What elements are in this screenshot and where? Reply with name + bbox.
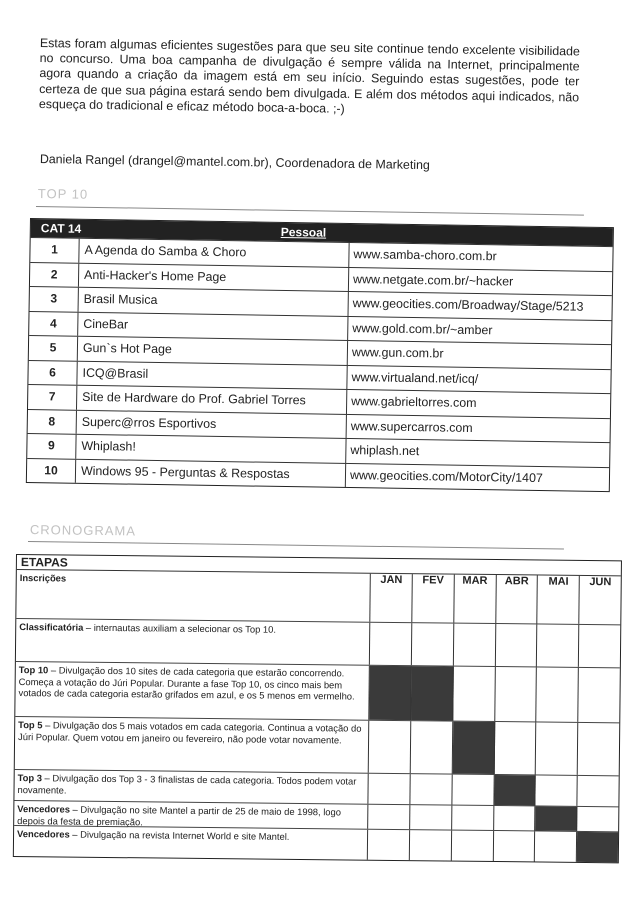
etapa-description xyxy=(15,717,370,773)
site-name-cell: Windows 95 - Perguntas & Respostas xyxy=(76,459,346,487)
month-cell xyxy=(578,776,619,806)
etapa-description xyxy=(15,662,370,720)
month-cell xyxy=(578,723,619,775)
month-label: FEV xyxy=(422,574,444,587)
cronograma-row xyxy=(16,618,620,667)
month-cell xyxy=(535,831,577,861)
etapa-title: Vencedores xyxy=(17,828,70,840)
site-url-cell: www.virtualand.net/icq/ xyxy=(351,369,479,386)
month-cell xyxy=(368,830,410,860)
category-name: Pessoal xyxy=(280,224,327,240)
month-cell xyxy=(412,623,454,665)
month-cell xyxy=(494,806,536,830)
etapa-description xyxy=(14,826,369,860)
rank-cell: 4 xyxy=(29,312,78,336)
intro-paragraph: Estas foram algumas eficientes sugestões para que seu site continue tendo excelente visibilidade no concurso. Uma boa campanha de divulgação é sempre válida na Internet, principalmente agora quando a criação da imagem está em seu início. Seguindo estas sugestões, pode ter certeza de que sua página estará sendo bem divulgada. E além dos métodos aqui indicados, não esqueça do tradicional e eficaz método boca-a-boca. ;-) xyxy=(38,36,580,116)
month-cell xyxy=(494,722,536,774)
month-label: JAN xyxy=(380,573,403,587)
etapa-title: Top 5 xyxy=(18,719,43,731)
month-cell xyxy=(537,624,579,666)
month-cell xyxy=(493,831,535,861)
site-name-cell: Site de Hardware do Prof. Gabriel Torres xyxy=(77,386,347,414)
month-cell xyxy=(371,574,413,622)
etapa-description xyxy=(16,619,371,665)
etapa-title: Top 3 xyxy=(17,772,43,784)
month-label: JUN xyxy=(589,576,612,589)
etapa-title: Vencedores xyxy=(17,803,71,815)
month-cell xyxy=(453,667,495,721)
rank-cell: 10 xyxy=(27,458,76,482)
site-url-cell: www.geocities.com/Broadway/Stage/5213 xyxy=(352,296,584,314)
month-label: MAI xyxy=(548,575,569,588)
signature-line: Daniela Rangel (drangel@mantel.com.br), Coordenadora de Marketing xyxy=(39,152,430,173)
month-label: ABR xyxy=(504,575,529,588)
site-name-cell: A Agenda do Samba & Choro xyxy=(79,239,349,267)
month-cell xyxy=(412,574,454,622)
site-name-cell: Whiplash! xyxy=(76,435,346,463)
cronograma-row xyxy=(15,661,620,722)
month-cell xyxy=(369,774,411,804)
cronograma-rule xyxy=(28,541,564,549)
month-cell xyxy=(537,667,579,721)
etapa-title: Top 10 xyxy=(18,664,49,676)
month-label: MAR xyxy=(462,574,488,587)
site-url-cell: www.geocities.com/MotorCity/1407 xyxy=(349,467,543,485)
month-cell xyxy=(578,668,619,722)
etapas-label: ETAPAS xyxy=(17,555,621,576)
month-cell xyxy=(536,722,578,774)
site-name-cell: Brasil Musica xyxy=(79,288,349,316)
month-cell xyxy=(536,775,578,805)
month-cell xyxy=(411,666,453,720)
rank-cell: 9 xyxy=(27,434,76,458)
site-url-cell: www.supercarros.com xyxy=(350,418,473,435)
month-cell xyxy=(452,775,494,805)
month-cell xyxy=(494,775,536,805)
rank-cell: 3 xyxy=(30,287,79,311)
month-cell xyxy=(454,624,496,666)
site-name-cell: Superc@rros Esportivos xyxy=(77,410,347,438)
site-name-cell: Anti-Hacker's Home Page xyxy=(79,263,349,291)
cronograma-section-title: CRONOGRAMA xyxy=(29,522,137,539)
rank-cell: 1 xyxy=(30,238,79,262)
etapa-title: Inscrições xyxy=(19,572,67,584)
month-cell xyxy=(410,830,452,860)
etapa-text: – Divulgação dos Top 3 - 3 finalistas de cada categoria. Todos podem votar novamente. xyxy=(17,772,357,796)
cronograma-row xyxy=(14,825,618,862)
site-name-cell: CineBar xyxy=(78,312,348,340)
month-cell xyxy=(452,831,494,861)
top10-section-title: TOP 10 xyxy=(37,186,89,202)
category-label: CAT 14 xyxy=(40,221,82,236)
site-url-cell: www.netgate.com.br/~hacker xyxy=(352,271,514,289)
etapa-description xyxy=(14,770,369,804)
month-cell xyxy=(577,832,618,862)
month-cell xyxy=(410,774,452,804)
cronograma-table xyxy=(13,554,622,863)
month-cell xyxy=(411,721,453,773)
month-cell xyxy=(453,722,495,774)
top10-rule xyxy=(36,206,584,216)
month-cell xyxy=(452,806,494,830)
month-cell xyxy=(536,806,578,830)
rank-cell: 5 xyxy=(29,336,78,360)
month-cell xyxy=(454,575,496,623)
rank-cell: 6 xyxy=(28,360,77,384)
etapa-text: – Divulgação dos 5 mais votados em cada categoria. Continua a votação do Júri Popular. Quem votou em janeiro ou fevereiro, não pode votar novamente. xyxy=(18,719,362,745)
rank-cell: 8 xyxy=(28,409,77,433)
etapa-text: – Divulgação dos 10 sites de cada categoria que estarão concorrendo. Começa a votação do Júri Popular. Durante a fase Top 10, os cinco mais bem votados de cada categoria estarão grifados em azul, e os 5 menos em vermelho. xyxy=(18,664,355,702)
etapa-title: Classificatória xyxy=(19,621,84,633)
cronograma-row xyxy=(15,716,620,775)
cronograma-row xyxy=(14,769,618,806)
month-cell xyxy=(579,625,620,667)
month-cell xyxy=(496,575,538,623)
month-cell xyxy=(370,623,412,665)
rank-cell: 2 xyxy=(30,263,79,287)
month-cell xyxy=(495,624,537,666)
site-url-cell: whiplash.net xyxy=(350,443,420,459)
top10-table xyxy=(26,218,614,492)
site-url-cell: www.gold.com.br/~amber xyxy=(352,320,493,337)
month-cell xyxy=(580,576,621,624)
month-cell xyxy=(370,666,412,720)
month-cell xyxy=(368,805,410,829)
etapa-text: – Divulgação no site Mantel a partir de 25 de maio de 1998, logo depois da festa de premiação. xyxy=(17,803,342,827)
site-name-cell: Gun`s Hot Page xyxy=(78,337,348,365)
month-cell xyxy=(577,807,618,831)
rank-cell: 7 xyxy=(28,385,77,409)
month-cell xyxy=(538,575,580,623)
site-name-cell: ICQ@Brasil xyxy=(77,361,347,389)
site-url-cell: www.gun.com.br xyxy=(351,345,444,361)
etapa-text: – Divulgação na revista Internet World e site Mantel. xyxy=(69,828,290,842)
month-cell xyxy=(410,805,452,829)
etapa-description xyxy=(14,801,368,829)
cronograma-row xyxy=(16,570,620,624)
site-url-cell: www.samba-choro.com.br xyxy=(353,247,497,264)
site-url-cell: www.gabrieltorres.com xyxy=(351,394,477,411)
etapa-text: – internautas auxiliam a selecionar os Top 10. xyxy=(83,621,277,635)
etapa-description xyxy=(16,570,371,622)
month-cell xyxy=(369,721,411,773)
month-cell xyxy=(495,667,537,721)
